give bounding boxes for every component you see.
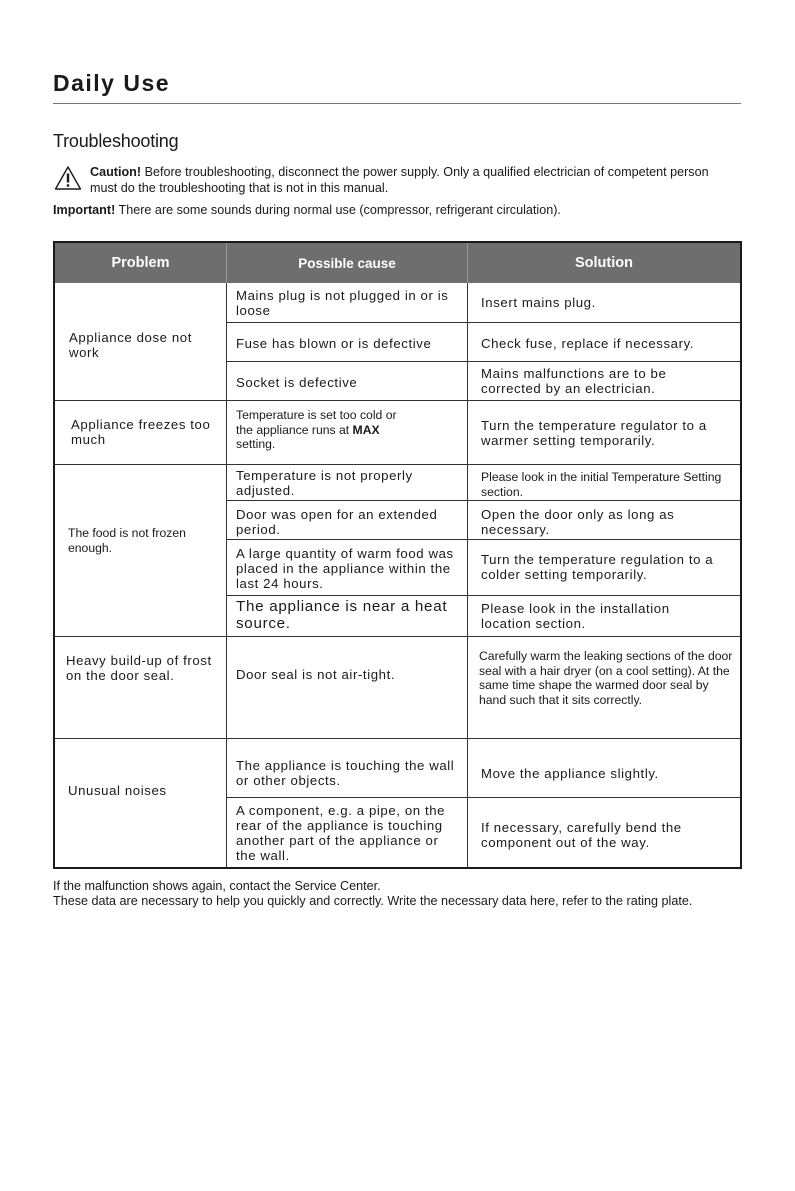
solution-cell: Mains malfunctions are to be corrected by an electrician. [481, 366, 667, 396]
important-message: There are some sounds during normal use (compressor, refrigerant circulation). [115, 203, 561, 217]
row-divider [226, 539, 740, 540]
solution-cell: Turn the temperature regulator to a warmer setting temporarily. [481, 418, 707, 448]
problem-cell: Heavy build-up of frost on the door seal. [66, 653, 212, 683]
cause-cell: Socket is defective [236, 375, 358, 390]
solution-cell: Please look in the initial Temperature Setting section. [481, 470, 722, 499]
section-title: Troubleshooting [53, 131, 179, 151]
row-divider [226, 500, 740, 501]
problem-cell: Unusual noises [68, 783, 167, 798]
cause-text-tail: setting. [236, 437, 276, 451]
solution-cell: Please look in the installation location section. [481, 601, 670, 631]
cause-cell [236, 408, 414, 452]
cause-cell: Door seal is not air-tight. [236, 667, 396, 682]
column-divider [226, 283, 227, 867]
important-notice [53, 203, 753, 218]
cause-cell: Mains plug is not plugged in or is loose [236, 288, 449, 318]
solution-cell: Open the door only as long as necessary. [481, 507, 675, 537]
row-divider [226, 322, 740, 323]
page-title: Daily Use [53, 70, 171, 96]
solution-cell: Carefully warm the leaking sections of the door seal with a hair dryer (on a cool setting). At the same time shape the warmed door seal by hand such that it sits correctly. [479, 649, 733, 707]
row-divider [226, 797, 740, 798]
troubleshooting-table [53, 241, 742, 869]
problem-cell: Appliance dose not work [69, 330, 192, 360]
footer-line: If the malfunction shows again, contact the Service Center. [53, 879, 381, 893]
group-divider [55, 636, 740, 637]
cause-cell: The appliance is touching the wall or other objects. [236, 758, 455, 788]
cause-cell: Door was open for an extended period. [236, 507, 438, 537]
footer-notes [53, 879, 753, 909]
footer-line: These data are necessary to help you quickly and correctly. Write the necessary data here, refer to the rating plate. [53, 894, 693, 908]
title-divider [53, 103, 741, 104]
cause-cell: A component, e.g. a pipe, on the rear of the appliance is touching another part of the appliance or the wall. [236, 803, 446, 863]
cause-text: Temperature is set too cold or the appliance runs at [236, 408, 397, 437]
row-divider [226, 361, 740, 362]
cause-cell: The appliance is near a heat source. [236, 598, 448, 632]
solution-cell: Insert mains plug. [481, 295, 596, 310]
caution-notice [90, 165, 730, 196]
group-divider [55, 738, 740, 739]
header-possible-cause: Possible cause [226, 243, 467, 283]
cause-cell: Fuse has blown or is defective [236, 336, 432, 351]
solution-cell: If necessary, carefully bend the component out of the way. [481, 820, 682, 850]
solution-cell: Check fuse, replace if necessary. [481, 336, 695, 351]
row-divider [226, 595, 740, 596]
problem-cell: The food is not frozen enough. [68, 526, 186, 555]
header-solution: Solution [467, 243, 740, 283]
solution-cell: Turn the temperature regulation to a colder setting temporarily. [481, 552, 714, 582]
cause-cell: Temperature is not properly adjusted. [236, 468, 413, 498]
solution-cell: Move the appliance slightly. [481, 766, 659, 781]
problem-cell: Appliance freezes too much [71, 417, 211, 447]
caution-label: Caution! [90, 165, 142, 179]
table-header [55, 243, 740, 283]
caution-message: Before troubleshooting, disconnect the power supply. Only a qualified electrician of competent person must do the troubleshooting that is not in this manual. [90, 165, 709, 195]
cause-cell: A large quantity of warm food was placed in the appliance within the last 24 hours. [236, 546, 454, 591]
warning-triangle-icon [54, 165, 82, 191]
max-setting-label: MAX [352, 422, 380, 437]
group-divider [55, 464, 740, 465]
group-divider [55, 400, 740, 401]
header-problem: Problem [111, 255, 170, 271]
column-divider [467, 283, 468, 867]
important-label: Important! [53, 203, 116, 217]
